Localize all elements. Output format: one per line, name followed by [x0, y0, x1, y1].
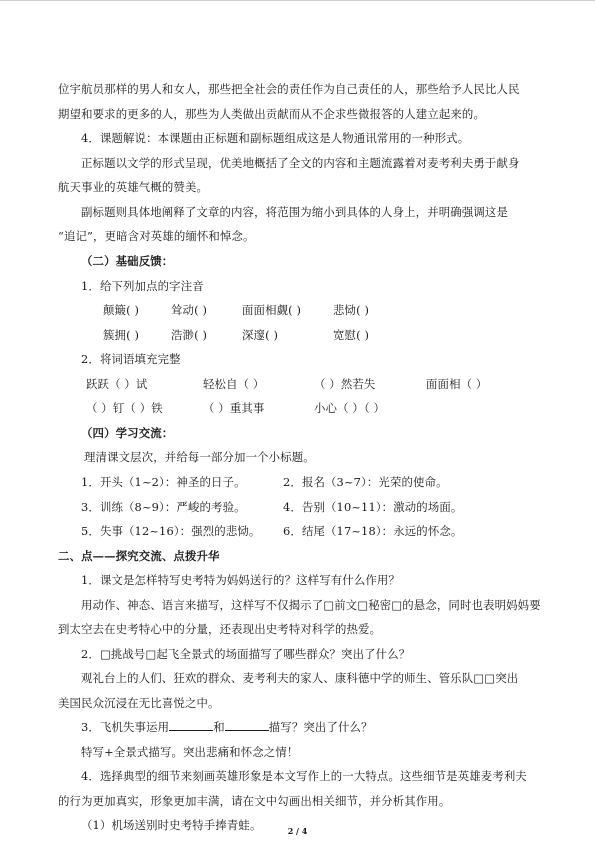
pinyin-item: 面面相觑( ) — [242, 303, 302, 317]
answer-line: 到太空去在史考特心中的分量，还表现出史考特对科学的热爱。 — [58, 622, 382, 636]
paragraph-line: 正标题以文学的形式呈现，优美地概括了全文的内容和主题流露着对麦考利夫勇于献身 — [81, 156, 520, 170]
top-rule — [0, 0, 595, 1]
section-heading-study-exchange: （四）学习交流： — [81, 426, 174, 440]
paragraph-line: 位宇航员那样的男人和女人，那些把全社会的责任作为自己责任的人，那些给予人民比人民 — [58, 82, 520, 96]
pinyin-item: 宽慰( ) — [333, 328, 370, 342]
paragraph-line: “追记”，更暗含对英雄的缅怀和悼念。 — [58, 229, 255, 243]
fill-blank-item: 轻松自（ ） — [203, 377, 265, 391]
outline-item: 3．训练（8~9）：严峻的考验。 — [81, 500, 246, 514]
question-line-blanks — [81, 720, 373, 734]
fill-blank-item: （ ）钉（ ）铁 — [86, 401, 163, 415]
section-heading-explore: 二、点——探究交流、点拨升华 — [58, 549, 220, 563]
pinyin-item: 浩渺( ) — [171, 328, 208, 342]
page-number: 2 / 4 — [287, 826, 308, 836]
outline-item: 4．告别（10~11）：激动的场面。 — [283, 500, 463, 514]
answer-blank[interactable] — [225, 720, 269, 731]
paragraph-line: 航天事业的英雄气概的赞美。 — [58, 180, 209, 194]
question-line: 1．课文是怎样特写史考特为妈妈送行的？这样写有什么作用？ — [81, 573, 400, 587]
outline-item: 6．结尾（17~18）：永远的怀念。 — [283, 524, 463, 538]
fill-blank-item: （ ）重其事 — [203, 401, 265, 415]
question-line: 的行为更加真实，形象更加丰满，请在文中勾画出相关细节，并分析其作用。 — [58, 794, 451, 808]
answer-line: 用动作、神态、语言来描写，这样写不仅揭示了□前文□秘密□的悬念，同时也表明妈妈要 — [81, 598, 541, 612]
paragraph-line: 4．课题解说：本课题由正标题和副标题组成这是人物通讯常用的一种形式。 — [81, 131, 470, 145]
outline-item: 2．报名（3~7）：光荣的使命。 — [283, 475, 448, 489]
question-line: 4．选择典型的细节来刻画英雄形象是本文写作上的一大特点。这些细节是英雄麦考利夫 — [81, 769, 527, 783]
paragraph-line: 期望和要求的更多的人，那些为人类做出贡献而从不企求些微报答的人建立起来的。 — [58, 107, 486, 121]
pinyin-item: 悲恸( ) — [333, 303, 370, 317]
pinyin-item: 耸动( ) — [171, 303, 208, 317]
answer-line: 美国民众沉浸在无比喜悦之中。 — [58, 696, 220, 710]
paragraph-line: 副标题则具体地阐释了文章的内容，将范围为缩小到具体的人身上，并明确强调这是 — [81, 205, 509, 219]
answer-line: 特写+全景式描写。突出悲痛和怀念之情！ — [81, 745, 299, 759]
question-line: 1．给下列加点的字注音 — [81, 279, 204, 293]
question-text: 和 — [213, 720, 225, 734]
fill-blank-item: （ ）然若失 — [314, 377, 376, 391]
outline-item: 5．失事（12~16）：强烈的悲恸。 — [81, 524, 261, 538]
fill-blank-item: 跃跃（ ）试 — [86, 377, 148, 391]
paragraph-line: 理清课文层次，并给每一部分加一个小标题。 — [84, 450, 315, 464]
question-line: 2．将词语填充完整 — [81, 352, 181, 366]
section-heading-basic-feedback: （二）基础反馈： — [81, 254, 174, 268]
pinyin-item: 深邃( ) — [242, 328, 279, 342]
fill-blank-item: 小心（ ）（ ） — [314, 401, 386, 415]
pinyin-item: 簇拥( ) — [103, 328, 140, 342]
answer-blank[interactable] — [169, 720, 213, 731]
question-line: （1）机场送别时史考特手捧青蛙。 — [81, 818, 262, 832]
pinyin-item: 颠簸( ) — [103, 303, 140, 317]
question-text: 3．飞机失事运用 — [81, 720, 170, 734]
outline-item: 1．开头（1~2）：神圣的日子。 — [81, 475, 246, 489]
question-line: 2．□挑战号□起飞全景式的场面描写了哪些群众？突出了什么？ — [81, 647, 411, 661]
fill-blank-item: 面面相（ ） — [426, 377, 488, 391]
question-text: 描写？突出了什么？ — [268, 720, 373, 734]
answer-line: 观礼台上的人们、狂欢的群众、麦考利夫的家人、康科德中学的师生、管乐队□□突出 — [81, 671, 519, 685]
